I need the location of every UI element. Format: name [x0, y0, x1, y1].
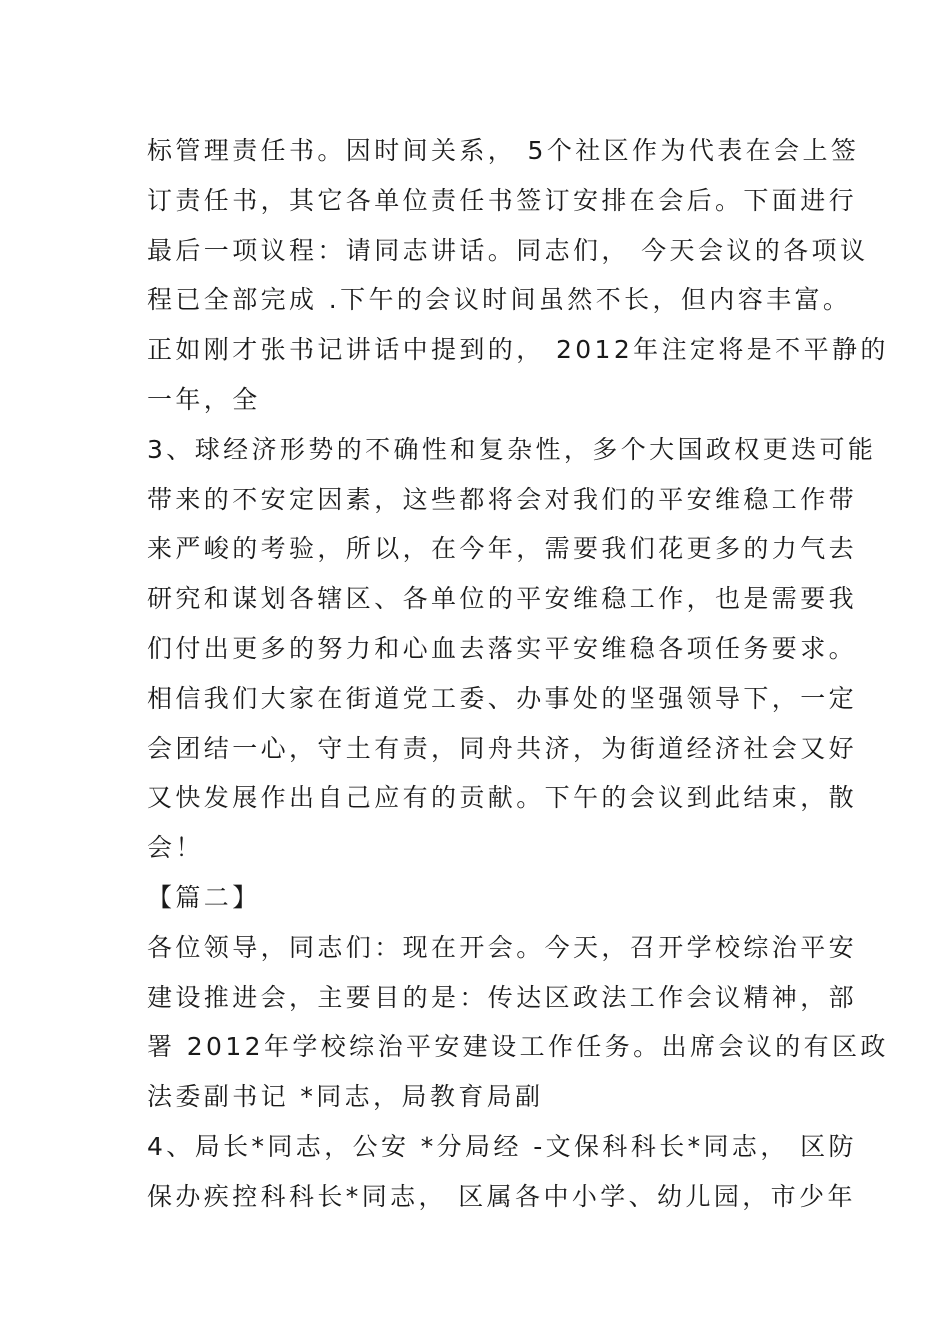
text-line: 带来的不安定因素，这些都将会对我们的平安维稳工作带: [147, 484, 858, 514]
text-line: 程已全部完成 .下午的会议时间虽然不长，但内容丰富。: [147, 285, 852, 315]
text-line: 相信我们大家在街道党工委、办事处的坚强领导下，一定: [147, 683, 858, 713]
section-heading: 【篇二】: [147, 882, 261, 912]
text-line: 4、局长*同志，公安 *分局经 -文保科科长*同志， 区防: [147, 1131, 857, 1161]
text-line: 3、球经济形势的不确性和复杂性，多个大国政权更迭可能: [147, 434, 877, 464]
text-line: 法委副书记 *同志，局教育局副: [147, 1082, 544, 1112]
text-line: 研究和谋划各辖区、各单位的平安维稳工作，也是需要我: [147, 584, 858, 614]
text-line: 又快发展作出自己应有的贡献。下午的会议到此结束，散: [147, 783, 858, 813]
text-line: 一年，全: [147, 384, 261, 414]
text-line: 各位领导，同志们：现在开会。今天，召开学校综治平安: [147, 932, 858, 962]
text-line: 们付出更多的努力和心血去落实平安维稳各项任务要求。: [147, 633, 858, 663]
text-line: 保办疾控科科长*同志， 区属各中小学、幼儿园，市少年: [147, 1181, 856, 1211]
text-line: 来严峻的考验，所以，在今年，需要我们花更多的力气去: [147, 534, 858, 564]
text-line: 订责任书，其它各单位责任书签订安排在会后。下面进行: [147, 185, 858, 215]
text-line: 最后一项议程：请同志讲话。同志们， 今天会议的各项议: [147, 235, 869, 265]
text-line: 会团结一心，守土有责，同舟共济，为街道经济社会又好: [147, 733, 858, 763]
text-line: 会！: [147, 833, 204, 863]
text-line: 正如刚才张书记讲话中提到的， 2012年注定将是不平静的: [147, 335, 889, 365]
text-line: 建设推进会，主要目的是：传达区政法工作会议精神，部: [147, 982, 858, 1012]
text-line: 标管理责任书。因时间关系， 5个社区作为代表在会上签: [147, 136, 860, 165]
body-text: [147, 126, 889, 1222]
text-line: 署 2012年学校综治平安建设工作任务。出席会议的有区政: [147, 1032, 889, 1062]
